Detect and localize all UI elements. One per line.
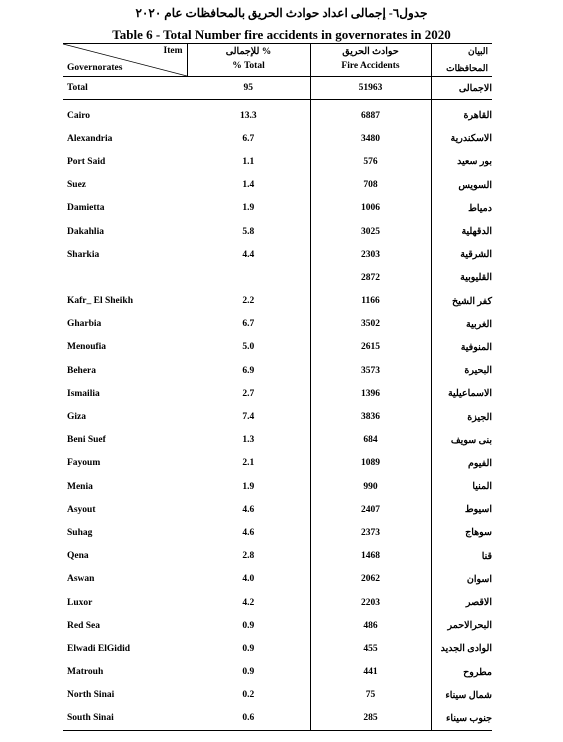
percent-total: 1.1 [187, 150, 310, 173]
percent-total [187, 266, 310, 289]
table-row [63, 661, 492, 684]
percent-total: 2.8 [187, 545, 310, 568]
governorate-arabic-name: كفر الشيخ [452, 296, 492, 307]
governorate-arabic-name: شمال سيناء [445, 690, 492, 701]
governorate-arabic-name: الوادى الجديد [440, 644, 492, 655]
fire-accidents-count: 3480 [310, 127, 431, 150]
percent-total: 5.8 [187, 220, 310, 243]
governorate-arabic-name: دمياط [468, 203, 492, 214]
governorate-name: Asyout [67, 504, 96, 515]
governorate-name: South Sinai [63, 707, 187, 731]
governorate-arabic-name: القليوبية [460, 273, 492, 284]
governorate-arabic-name: البحرالاحمر [447, 621, 492, 632]
governorate-arabic-name: الفيوم [468, 458, 492, 469]
governorate-arabic-name: الشرقية [460, 250, 492, 261]
header-arabic-item: البيان [467, 46, 488, 56]
table-row [63, 452, 492, 475]
governorate-arabic-name: المنيا [472, 482, 492, 493]
percent-total: 2.7 [187, 382, 310, 405]
total-row [63, 77, 492, 100]
percent-total: 2.1 [187, 452, 310, 475]
percent-total: 1.9 [187, 197, 310, 220]
fire-accidents-count: 6887 [310, 100, 431, 128]
fire-accidents-count: 3836 [310, 405, 431, 428]
table-row [63, 614, 492, 637]
governorate-arabic-name: القاهرة [463, 111, 492, 122]
governorate-name: Suhag [67, 527, 93, 538]
header-accidents-arabic: حوادث الحريق [342, 47, 399, 57]
governorate-name: Menoufia [67, 342, 107, 353]
table-row [63, 637, 492, 660]
governorate-name: Giza [67, 412, 86, 423]
header-governorates-label: Governorates [67, 63, 123, 73]
table-row [63, 545, 492, 568]
percent-total: 0.6 [187, 707, 310, 731]
fire-accidents-count: 2407 [310, 498, 431, 521]
header-percent-arabic: % للإجمالى [225, 47, 272, 57]
total-accidents: 51963 [310, 77, 431, 100]
percent-total: 0.9 [187, 614, 310, 637]
table-row [63, 429, 492, 452]
governorate-name: Sharkia [67, 249, 100, 260]
fire-accidents-count: 285 [310, 707, 431, 731]
table-row [63, 266, 492, 289]
percent-total: 0.9 [187, 661, 310, 684]
governorate-name: Beni Suef [67, 435, 106, 446]
table-row [63, 498, 492, 521]
fire-accidents-count: 1089 [310, 452, 431, 475]
governorate-name: Red Sea [67, 620, 100, 631]
fire-accidents-count: 3573 [310, 359, 431, 382]
fire-accidents-table [63, 43, 492, 731]
percent-total: 6.9 [187, 359, 310, 382]
governorate-arabic-name: مطروح [463, 667, 492, 678]
fire-accidents-count: 2872 [310, 266, 431, 289]
header-accidents-english: Fire Accidents [341, 61, 400, 71]
table-row [63, 313, 492, 336]
fire-accidents-count: 576 [310, 150, 431, 173]
fire-accidents-count: 441 [310, 661, 431, 684]
governorate-name [63, 266, 187, 289]
governorate-arabic-name: السويس [458, 180, 492, 191]
governorate-name: Alexandria [67, 133, 113, 144]
header-arabic-cell [431, 44, 492, 77]
fire-accidents-count: 2373 [310, 521, 431, 544]
header-item-governorates-cell [63, 44, 187, 77]
percent-total: 2.2 [187, 290, 310, 313]
table-row [63, 568, 492, 591]
governorate-arabic-name: الجيزة [467, 412, 492, 423]
governorate-arabic-name: اسوان [466, 574, 492, 585]
governorate-arabic-name: جنوب سيناء [431, 707, 492, 731]
fire-accidents-count: 1166 [310, 290, 431, 313]
arabic-title: جدول٦- إجمالى اعداد حوادث الحريق بالمحافظات عام ٢٠٢٠ [135, 6, 428, 20]
table-row [63, 174, 492, 197]
fire-accidents-count: 684 [310, 429, 431, 452]
table-row [63, 336, 492, 359]
english-title: Table 6 - Total Number fire accidents in governorates in 2020 [112, 27, 451, 42]
governorate-arabic-name: الاسماعيلية [447, 389, 492, 400]
percent-total: 4.2 [187, 591, 310, 614]
fire-accidents-count: 990 [310, 475, 431, 498]
governorate-name: Qena [67, 551, 89, 562]
fire-accidents-count: 708 [310, 174, 431, 197]
fire-accidents-count: 1396 [310, 382, 431, 405]
governorate-name: Gharbia [67, 319, 102, 330]
fire-accidents-count: 75 [310, 684, 431, 707]
governorate-arabic-name: الاقصر [465, 598, 492, 609]
fire-accidents-count: 3025 [310, 220, 431, 243]
table-row [63, 197, 492, 220]
total-arabic-label: الاجمالى [431, 77, 492, 100]
percent-total: 1.9 [187, 475, 310, 498]
governorate-name: Behera [67, 365, 97, 376]
fire-accidents-count: 1468 [310, 545, 431, 568]
governorate-arabic-name: البحيرة [464, 366, 492, 377]
governorate-name: Menia [67, 481, 93, 492]
governorate-arabic-name: الغربية [466, 319, 492, 330]
table-row [63, 591, 492, 614]
governorate-name: Ismailia [67, 388, 100, 399]
percent-total: 13.3 [187, 100, 310, 128]
governorate-name: Fayoum [67, 458, 101, 469]
total-percent: 95 [187, 77, 310, 100]
governorate-arabic-name: الاسكندرية [450, 134, 492, 145]
fire-accidents-count: 2303 [310, 243, 431, 266]
percent-total: 4.6 [187, 498, 310, 521]
percent-total: 0.2 [187, 684, 310, 707]
table-row [63, 521, 492, 544]
percent-total: 7.4 [187, 405, 310, 428]
percent-total: 4.0 [187, 568, 310, 591]
percent-total: 1.4 [187, 174, 310, 197]
governorate-arabic-name: قنا [481, 551, 492, 562]
percent-total: 4.6 [187, 521, 310, 544]
governorate-name: Elwadi ElGidid [67, 643, 131, 654]
governorate-arabic-name: اسيوط [464, 505, 492, 516]
fire-accidents-count: 2615 [310, 336, 431, 359]
governorate-name: Kafr_ El Sheikh [67, 296, 133, 307]
header-percent-cell [187, 44, 310, 77]
governorate-name: Cairo [67, 110, 91, 121]
governorate-name: Port Said [67, 156, 106, 167]
governorate-arabic-name: سوهاج [465, 528, 492, 539]
table-row [63, 475, 492, 498]
percent-total: 6.7 [187, 127, 310, 150]
fire-accidents-count: 1006 [310, 197, 431, 220]
governorate-arabic-name: بور سعيد [457, 157, 492, 168]
governorate-name: Suez [67, 180, 86, 191]
total-label: Total [63, 77, 187, 100]
table-row [63, 684, 492, 707]
percent-total: 5.0 [187, 336, 310, 359]
table-row [63, 150, 492, 173]
header-accidents-cell [310, 44, 431, 77]
table-row [63, 220, 492, 243]
table-row [63, 359, 492, 382]
table-row [63, 243, 492, 266]
table-row [63, 707, 492, 731]
header-arabic-governorates: المحافظات [446, 63, 488, 73]
fire-accidents-count: 455 [310, 637, 431, 660]
table-header-row [63, 44, 492, 77]
fire-accidents-count: 2062 [310, 568, 431, 591]
percent-total: 0.9 [187, 637, 310, 660]
header-percent-english: % Total [232, 61, 265, 71]
governorate-name: Dakahlia [67, 226, 104, 237]
governorate-name: Damietta [67, 203, 105, 214]
governorate-arabic-name: بنى سويف [450, 435, 492, 446]
percent-total: 1.3 [187, 429, 310, 452]
table-row [63, 405, 492, 428]
governorate-name: North Sinai [67, 690, 115, 701]
fire-accidents-count: 3502 [310, 313, 431, 336]
header-item-label: Item [163, 46, 183, 56]
table-row [63, 127, 492, 150]
percent-total: 4.4 [187, 243, 310, 266]
table-row [63, 100, 492, 128]
governorate-name: Luxor [67, 597, 93, 608]
table-row [63, 290, 492, 313]
governorate-name: Aswan [67, 574, 95, 585]
fire-accidents-count: 486 [310, 614, 431, 637]
percent-total: 6.7 [187, 313, 310, 336]
governorate-name: Matrouh [67, 667, 104, 678]
table-row [63, 382, 492, 405]
governorate-arabic-name: المنوفية [460, 342, 492, 353]
fire-accidents-count: 2203 [310, 591, 431, 614]
governorate-arabic-name: الدقهلية [461, 227, 492, 238]
